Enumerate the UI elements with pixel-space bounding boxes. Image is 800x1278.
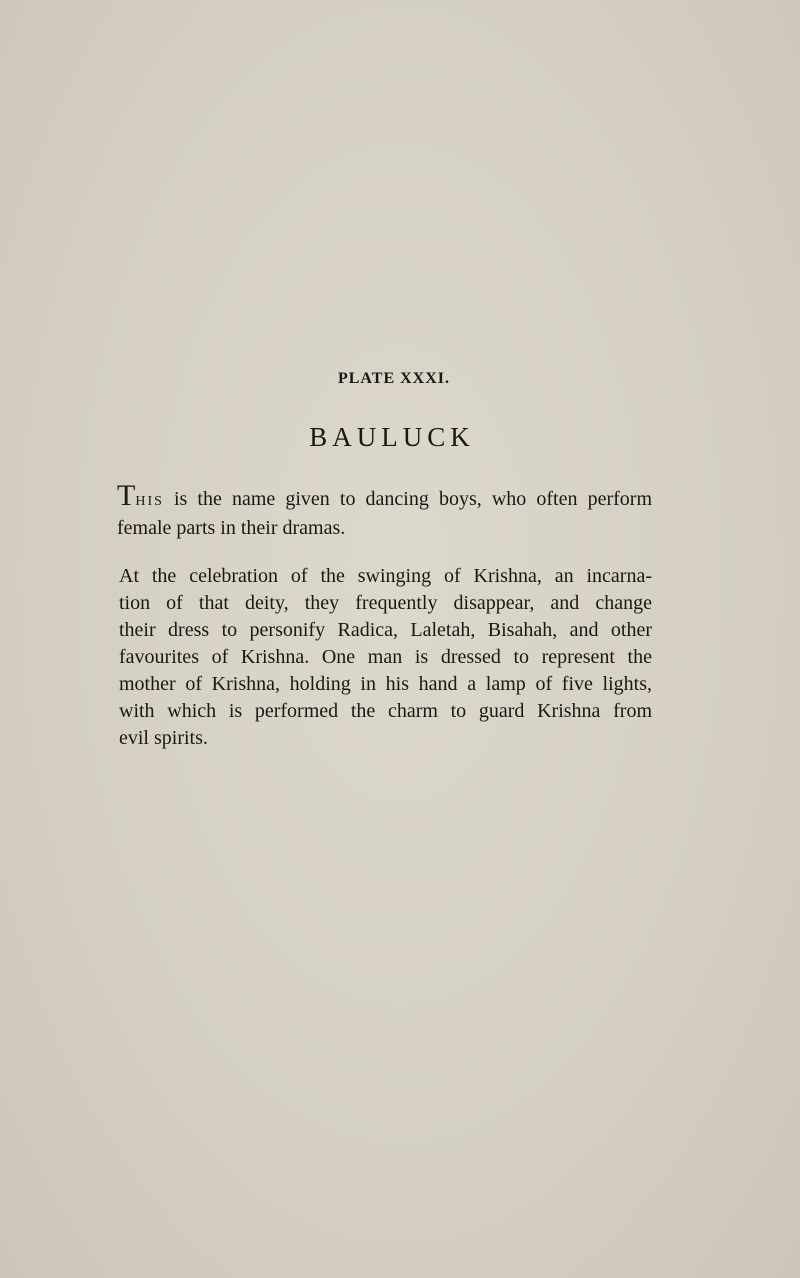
paragraph-1-line-2: female parts in their dramas. [117, 517, 346, 539]
plate-label: PLATE XXXI. [337, 370, 451, 387]
paragraph-1 [117, 479, 652, 542]
paragraph-2-line-2: tion of that deity, they frequently disappear, and change [119, 592, 652, 614]
paragraph-2-line-7: evil spirits. [119, 727, 208, 749]
small-caps-word: HIS [135, 494, 164, 509]
paragraph-2-line-4: favourites of Krishna. One man is dressed to represent the [119, 646, 652, 668]
drop-cap: T [117, 479, 136, 512]
paragraph-2-line-5: mother of Krishna, holding in his hand a lamp of five lights, [119, 673, 652, 695]
paragraph-1-line-1-text: is the name given to dancing boys, who often perform [163, 488, 652, 510]
paragraph-1-line-1 [117, 479, 652, 515]
paragraph-2-line-1: At the celebration of the swinging of Krishna, an incarna- [119, 565, 652, 587]
page-title: BAULUCK [309, 422, 475, 452]
paragraph-2-line-6: with which is performed the charm to guard Krishna from [119, 700, 652, 722]
paragraph-2-line-3: their dress to personify Radica, Laletah, Bisahah, and other [119, 619, 652, 641]
paragraph-2 [117, 563, 652, 752]
